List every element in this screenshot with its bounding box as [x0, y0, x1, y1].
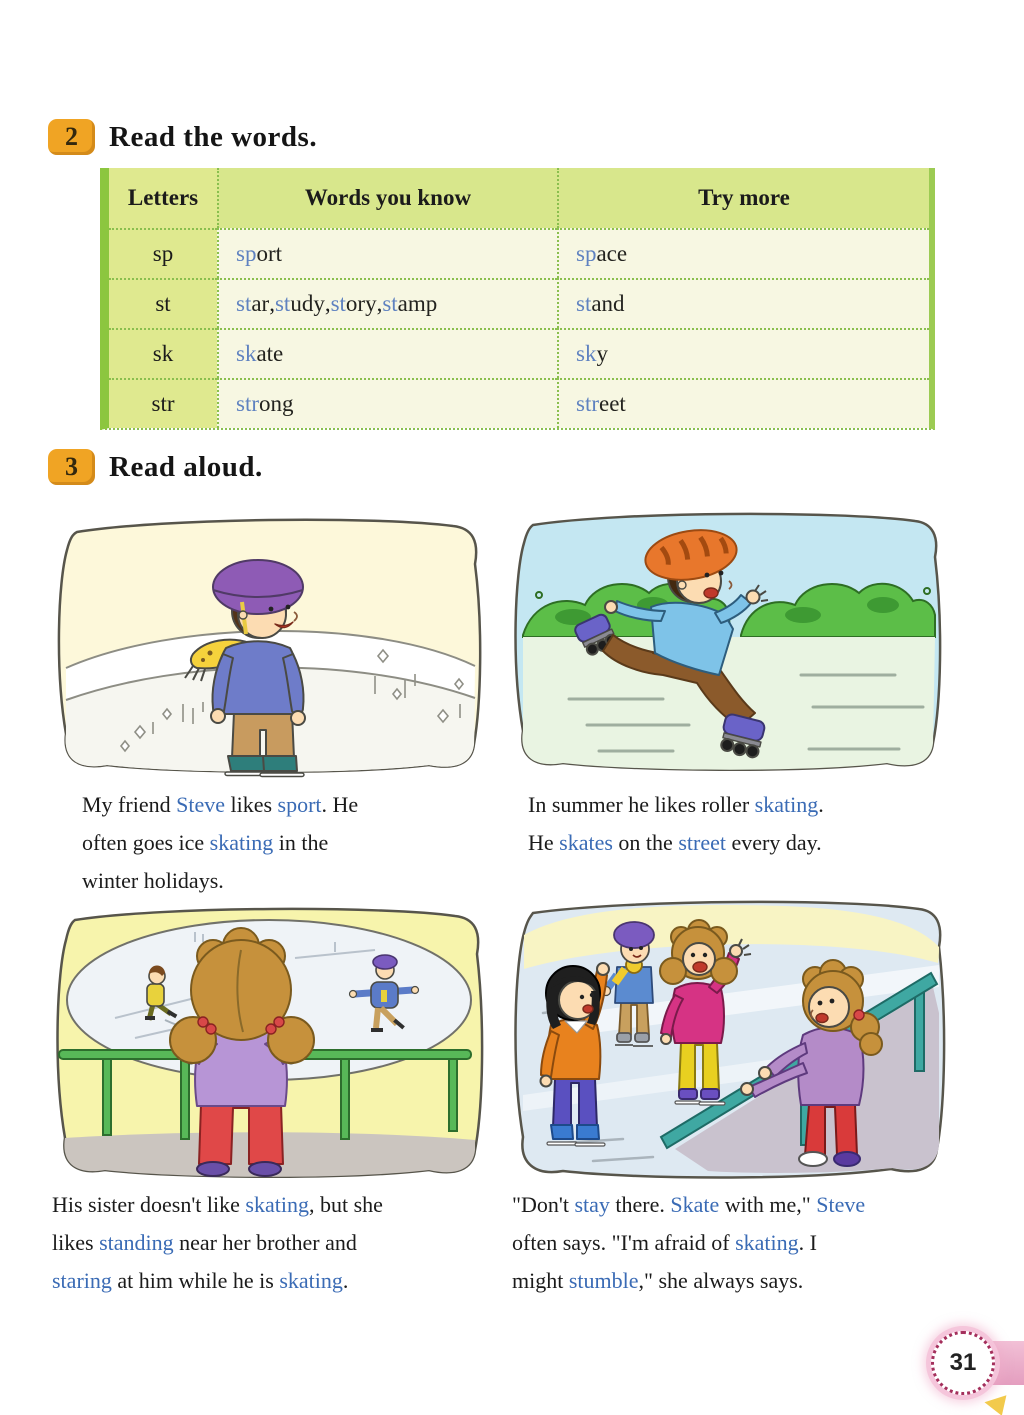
- caption-line: often says. "I'm afraid of skating. I: [512, 1230, 817, 1255]
- caption-line: might stumble," she always says.: [512, 1268, 804, 1293]
- section-3-header: [48, 449, 263, 485]
- caption-line: His sister doesn't like skating, but she: [52, 1192, 383, 1217]
- section-2-number-badge: 2: [48, 119, 95, 155]
- table-known-cell: sport: [217, 228, 557, 278]
- caption-line: My friend Steve likes sport. He: [82, 792, 359, 817]
- page-number: 31: [949, 1349, 977, 1376]
- page-number-circle: [931, 1331, 995, 1395]
- illustration-sister-watching-rink: [45, 898, 485, 1185]
- caption-line: In summer he likes roller skating.: [528, 792, 824, 817]
- caption-line: likes standing near her brother and: [52, 1230, 357, 1255]
- table-letters-cell: sk: [109, 328, 217, 378]
- caption-line: often goes ice skating in the: [82, 830, 329, 855]
- table-more-cell: stand: [557, 278, 929, 328]
- table-more-cell: street: [557, 378, 929, 428]
- table-known-cell: star , study , story , stamp: [217, 278, 557, 328]
- caption-2: [528, 786, 948, 862]
- table-letters-cell: st: [109, 278, 217, 328]
- section-2-header: [48, 119, 317, 155]
- table-more-cell: space: [557, 228, 929, 278]
- caption-1: [82, 786, 492, 900]
- table-more-cell: sky: [557, 328, 929, 378]
- table-letters-cell: sp: [109, 228, 217, 278]
- caption-line: He skates on the street every day.: [528, 830, 822, 855]
- illustration-boy-roller-skating: [503, 503, 945, 777]
- section-3-number-badge: 3: [48, 449, 95, 485]
- phonics-words-table: [100, 168, 935, 430]
- caption-3: [52, 1186, 497, 1300]
- table-header-cell: Letters: [109, 168, 217, 228]
- caption-line: "Don't stay there. Skate with me," Steve: [512, 1192, 866, 1217]
- caption-line: winter holidays.: [82, 868, 224, 893]
- corner-decoration: [984, 1387, 1013, 1415]
- illustration-boy-ice-skating: [45, 508, 485, 778]
- table-header-cell: Try more: [557, 168, 929, 228]
- caption-4: [512, 1186, 957, 1300]
- section-3-title: Read aloud.: [109, 450, 263, 483]
- caption-line: staring at him while he is skating.: [52, 1268, 349, 1293]
- table-known-cell: skate: [217, 328, 557, 378]
- table-known-cell: strong: [217, 378, 557, 428]
- section-2-title: Read the words.: [109, 120, 318, 153]
- table-letters-cell: str: [109, 378, 217, 428]
- table-header-cell: Words you know: [217, 168, 557, 228]
- illustration-kids-at-rink: [503, 893, 955, 1187]
